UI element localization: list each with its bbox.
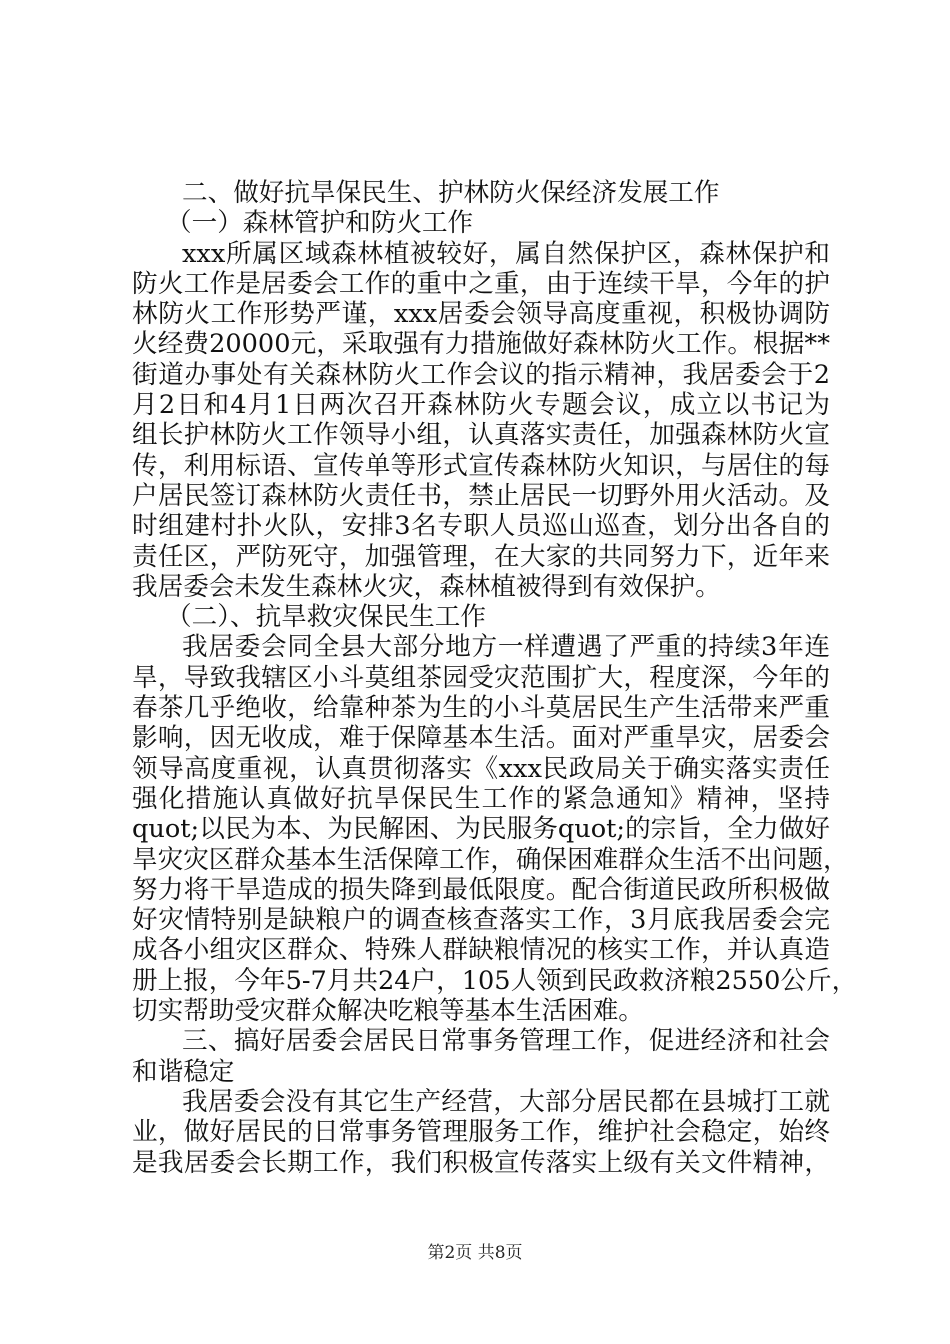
paragraph-line: 是我居委会长期工作，我们积极宣传落实上级有关文件精神， — [132, 1147, 830, 1178]
document-body — [132, 178, 858, 1178]
paragraph-line: 林防火工作形势严谨，xxx居委会领导高度重视，积极协调防 — [132, 299, 830, 330]
paragraph-line: 时组建村扑火队，安排3名专职人员巡山巡查，划分出各自的 — [132, 511, 830, 542]
subsection-heading: （二）、抗旱救灾保民生工作 — [166, 602, 486, 633]
paragraph-line: 防火工作是居委会工作的重中之重，由于连续干旱，今年的护 — [132, 268, 830, 299]
paragraph-line: 旱，导致我辖区小斗莫组茶园受灾范围扩大，程度深，今年的 — [132, 662, 830, 693]
paragraph-line: xxx所属区域森林植被较好，属自然保护区，森林保护和 — [182, 238, 830, 269]
paragraph-line: 火经费20000元，采取强有力措施做好森林防火工作。根据** — [132, 329, 830, 360]
paragraph-line: 我居委会未发生森林火灾，森林植被得到有效保护。 — [132, 571, 721, 602]
page-number-footer: 第2页 共8页 — [427, 1243, 523, 1263]
paragraph-line: 好灾情特别是缺粮户的调查核查落实工作，3月底我居委会完 — [132, 905, 830, 936]
section-heading: 二、做好抗旱保民生、护林防火保经济发展工作 — [182, 178, 720, 208]
section-heading: 和谐稳定 — [132, 1056, 235, 1087]
section-heading: 三、搞好居委会居民日常事务管理工作，促进经济和社会 — [182, 1026, 830, 1057]
paragraph-line: 影响，因无收成，难于保障基本生活。面对严重旱灾，居委会 — [132, 723, 830, 754]
paragraph-line: 强化措施认真做好抗旱保民生工作的紧急通知》精神，坚持 — [132, 783, 830, 814]
paragraph-line: 街道办事处有关森林防火工作会议的指示精神，我居委会于2 — [132, 359, 830, 390]
paragraph-line: 我居委会没有其它生产经营，大部分居民都在县城打工就 — [182, 1086, 830, 1117]
paragraph-line: 业，做好居民的日常事务管理服务工作，维护社会稳定，始终 — [132, 1117, 830, 1148]
paragraph-line: 旱灾灾区群众基本生活保障工作，确保困难群众生活不出问题， — [132, 844, 849, 875]
paragraph-line: 春茶几乎绝收，给靠种茶为生的小斗莫居民生产生活带来严重 — [132, 693, 830, 724]
paragraph-line: 户居民签订森林防火责任书，禁止居民一切野外用火活动。及 — [132, 480, 830, 511]
paragraph-line: 切实帮助受灾群众解决吃粮等基本生活困难。 — [132, 996, 644, 1027]
paragraph-line: 责任区，严防死守，加强管理，在大家的共同努力下，近年来 — [132, 541, 830, 572]
paragraph-line: quot;以民为本、为民解困、为民服务quot;的宗旨，全力做好 — [132, 814, 830, 845]
paragraph-line: 成各小组灾区群众、特殊人群缺粮情况的核实工作，并认真造 — [132, 935, 830, 966]
paragraph-line: 组长护林防火工作领导小组，认真落实责任，加强森林防火宣 — [132, 420, 830, 451]
paragraph-line: 努力将干旱造成的损失降到最低限度。配合街道民政所积极做 — [132, 874, 830, 905]
paragraph-line: 册上报，今年5-7月共24户，105人领到民政救济粮2550公斤， — [132, 965, 858, 996]
paragraph-line: 领导高度重视，认真贯彻落实《xxx民政局关于确实落实责任 — [132, 753, 830, 784]
paragraph-line: 传，利用标语、宣传单等形式宣传森林防火知识，与居住的每 — [132, 450, 830, 481]
paragraph-line: 月2日和4月1日两次召开森林防火专题会议，成立以书记为 — [132, 390, 830, 421]
paragraph-line: 我居委会同全县大部分地方一样遭遇了严重的持续3年连 — [182, 632, 830, 663]
subsection-heading: （一）森林管护和防火工作 — [166, 208, 474, 239]
